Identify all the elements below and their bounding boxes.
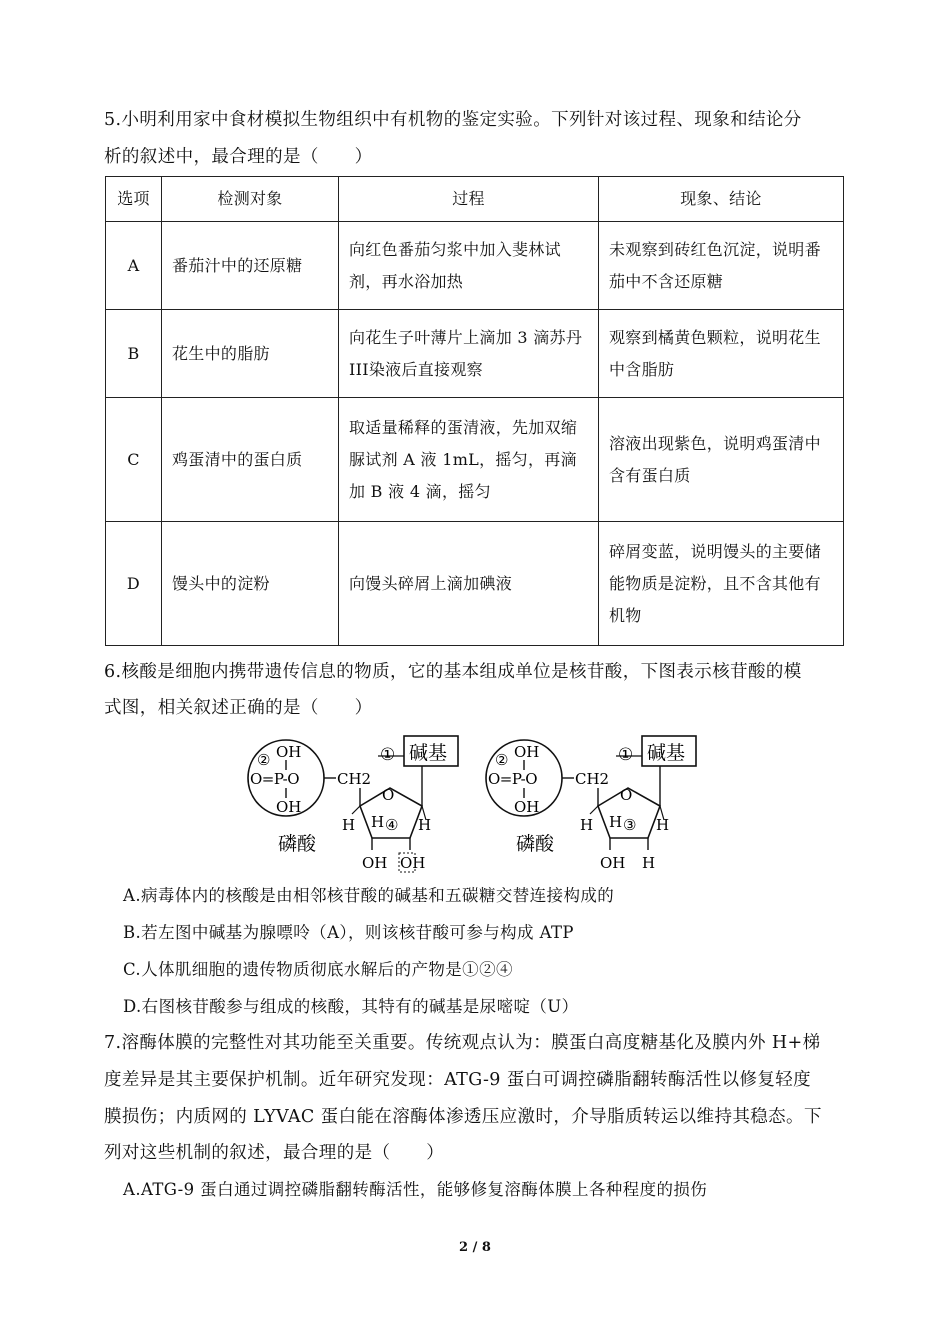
h-label: H xyxy=(609,813,623,831)
oh-right: OH xyxy=(400,854,426,872)
table-row xyxy=(106,522,844,646)
phosphate-label: 磷酸 xyxy=(516,833,555,855)
phosphate-label: 磷酸 xyxy=(278,833,317,855)
q5-stem-line2: 析的叙述中，最合理的是（ ） xyxy=(104,147,373,167)
row-result: 碎屑变蓝，说明馒头的主要储能物质是淀粉，且不含其他有机物 xyxy=(599,522,844,646)
row-target: 花生中的脂肪 xyxy=(162,310,339,398)
table-header-row xyxy=(106,177,844,222)
oh-top: OH xyxy=(514,743,540,761)
row-result: 未观察到砖红色沉淀，说明番茄中不含还原糖 xyxy=(599,222,844,310)
table-row xyxy=(106,222,844,310)
oh-bottom: OH xyxy=(276,798,302,816)
ch2-label: CH2 xyxy=(575,770,610,788)
header-target: 检测对象 xyxy=(162,177,339,222)
q6-option-a: A.病毒体内的核酸是由相邻核苷酸的碱基和五碳糖交替连接构成的 xyxy=(123,886,615,905)
q6-stem-line2: 式图，相关叙述正确的是（ ） xyxy=(104,698,373,718)
ring-oxygen: O xyxy=(382,786,395,804)
header-option: 选项 xyxy=(106,177,162,222)
row-result: 溶液出现紫色，说明鸡蛋清中含有蛋白质 xyxy=(599,398,844,522)
row-result: 观察到橘黄色颗粒，说明花生中含脂肪 xyxy=(599,310,844,398)
q6-option-c: C.人体肌细胞的遗传物质彻底水解后的产物是①②④ xyxy=(123,960,513,979)
oh-left: OH xyxy=(362,854,388,872)
h-label: H xyxy=(342,816,356,834)
base-label: 碱基 xyxy=(647,742,686,764)
q6-option-d: D.右图核苷酸参与组成的核酸，其特有的碱基是尿嘧啶（U） xyxy=(123,997,579,1016)
base-label: 碱基 xyxy=(409,742,448,764)
page-number: 2 / 8 xyxy=(459,1240,491,1255)
q7-stem-line4: 列对这些机制的叙述，最合理的是（ ） xyxy=(104,1143,445,1163)
h-label: H xyxy=(656,816,670,834)
table-row xyxy=(106,398,844,522)
nucleotide-diagram xyxy=(240,732,720,882)
row-option: B xyxy=(106,310,162,398)
h-label: H xyxy=(418,816,432,834)
ch2-label: CH2 xyxy=(337,770,372,788)
table-row xyxy=(106,310,844,398)
p-formula: O=P-O xyxy=(488,770,538,788)
q5-stem-line1: 5.小明利用家中食材模拟生物组织中有机物的鉴定实验。下列针对该过程、现象和结论分 xyxy=(104,110,802,130)
base-number: ① xyxy=(380,745,396,765)
h-label: H xyxy=(371,813,385,831)
q6-stem-line1: 6.核酸是细胞内携带遗传信息的物质，它的基本组成单位是核苷酸，下图表示核苷酸的模 xyxy=(104,662,802,682)
row-target: 番茄汁中的还原糖 xyxy=(162,222,339,310)
sugar-number: ③ xyxy=(623,816,637,834)
header-process: 过程 xyxy=(339,177,599,222)
row-process: 取适量稀释的蛋清液，先加双缩脲试剂 A 液 1mL，摇匀，再滴加 B 液 4 滴，摇匀 xyxy=(339,398,599,522)
row-target: 鸡蛋清中的蛋白质 xyxy=(162,398,339,522)
base-number: ① xyxy=(618,745,634,765)
row-option: A xyxy=(106,222,162,310)
oh-bottom: OH xyxy=(514,798,540,816)
phosphate-number: ② xyxy=(257,751,271,769)
p-formula: O=P-O xyxy=(250,770,300,788)
row-process: 向红色番茄匀浆中加入斐林试剂，再水浴加热 xyxy=(339,222,599,310)
row-process: 向馒头碎屑上滴加碘液 xyxy=(339,522,599,646)
q5-table xyxy=(105,176,844,646)
q6-option-b: B.若左图中碱基为腺嘌呤（A），则该核苷酸可参与构成 ATP xyxy=(123,923,574,942)
header-result: 现象、结论 xyxy=(599,177,844,222)
q7-stem-line3: 膜损伤；内质网的 LYVAC 蛋白能在溶酶体渗透压应激时，介导脂质转运以维持其稳态。下 xyxy=(104,1107,822,1127)
row-option: C xyxy=(106,398,162,522)
oh-left: OH xyxy=(600,854,626,872)
q7-option-a: A.ATG-9 蛋白通过调控磷脂翻转酶活性，能够修复溶酶体膜上各种程度的损伤 xyxy=(123,1180,708,1199)
h-label: H xyxy=(580,816,594,834)
sugar-number: ④ xyxy=(385,816,399,834)
row-option: D xyxy=(106,522,162,646)
q7-stem-line2: 度差异是其主要保护机制。近年研究发现：ATG-9 蛋白可调控磷脂翻转酶活性以修复轻度 xyxy=(104,1070,812,1090)
phosphate-number: ② xyxy=(495,751,509,769)
q7-stem-line1: 7.溶酶体膜的完整性对其功能至关重要。传统观点认为：膜蛋白高度糖基化及膜内外 H+梯 xyxy=(104,1033,821,1053)
h-right: H xyxy=(642,854,656,872)
ring-oxygen: O xyxy=(620,786,633,804)
oh-top: OH xyxy=(276,743,302,761)
row-target: 馒头中的淀粉 xyxy=(162,522,339,646)
right-nucleotide xyxy=(486,736,696,872)
left-nucleotide xyxy=(248,736,458,872)
row-process: 向花生子叶薄片上滴加 3 滴苏丹III染液后直接观察 xyxy=(339,310,599,398)
